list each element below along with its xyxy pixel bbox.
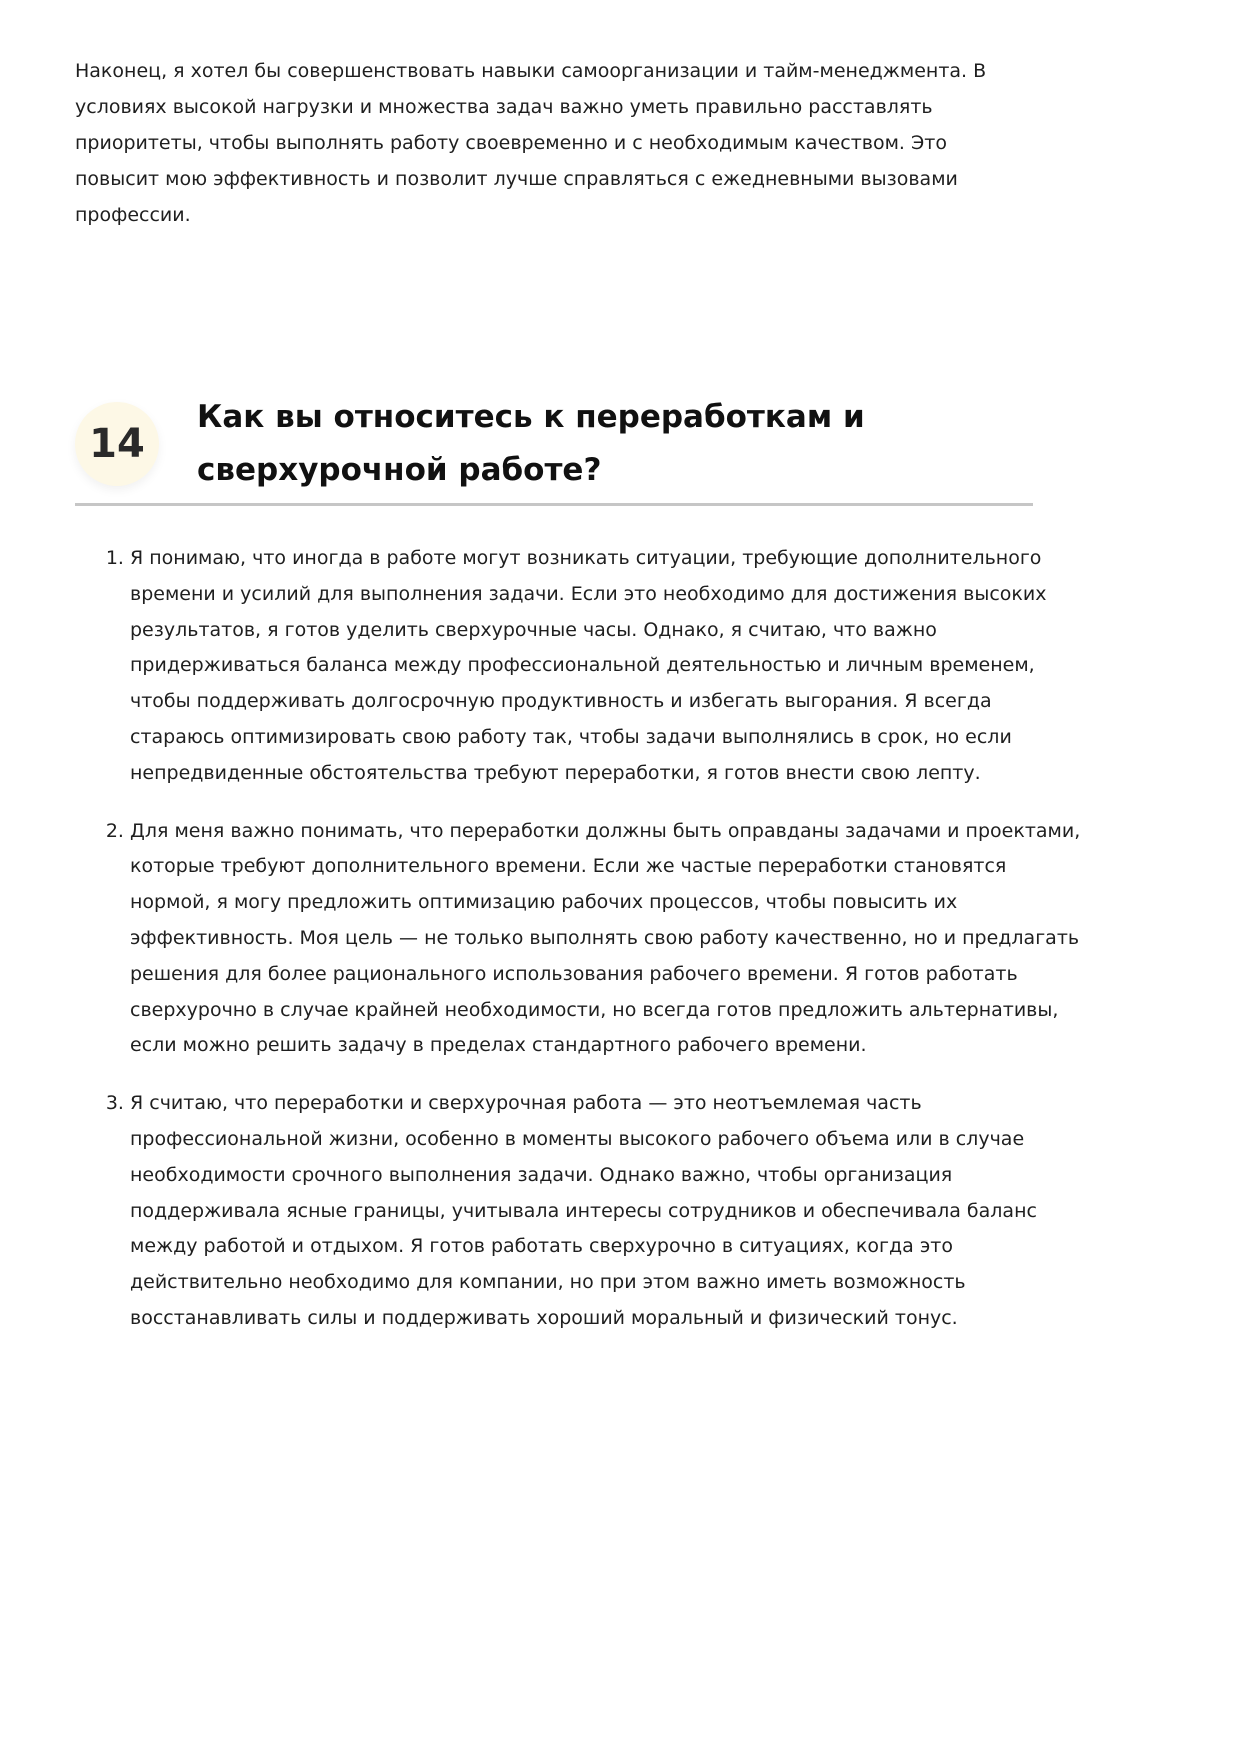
answer-item: 1. Я понимаю, что иногда в работе могут возникать ситуации, требующие дополнительного времени и усилий для выполнения задачи. Если это необходимо для достижения высоких результатов, я готов уделить сверхурочные часы. Однако, я считаю, что важно придерживаться баланса между профессиональной деятельностью и личным временем, чтобы поддерживать долгосрочную продуктивность и избегать выгорания. Я всегда стараюсь оптимизировать свою работу так, чтобы задачи выполнялись в срок, но если непредвиденные обстоятельства требуют переработки, я готов внести свою лепту. (130, 541, 1088, 792)
question-title: Как вы относитесь к переработкам и сверхурочной работе? (197, 399, 865, 488)
answer-item: 2. Для меня важно понимать, что переработки должны быть оправданы задачами и проектами, которые требуют дополнительного времени. Если же частые переработки становятся нормой, я могу предложить оптимизацию рабочих процессов, чтобы повысить их эффективность. Моя цель — не только выполнять свою работу качественно, но и предлагать решения для более рационального использования рабочего времени. Я готов работать сверхурочно в случае крайней необходимости, но всегда готов предложить альтернативы, если можно решить задачу в пределах стандартного рабочего времени. (130, 814, 1088, 1065)
question-number-badge: 14 (75, 402, 159, 486)
answer-list (75, 541, 1088, 1359)
question-header (75, 385, 1033, 506)
answer-item: 3. Я считаю, что переработки и сверхурочная работа — это неотъемлемая часть профессиональной жизни, особенно в моменты высокого рабочего объема или в случае необходимости срочного выполнения задачи. Однако важно, чтобы организация поддерживала ясные границы, учитывала интересы сотрудников и обеспечивала баланс между работой и отдыхом. Я готов работать сверхурочно в ситуациях, когда это действительно необходимо для компании, но при этом важно иметь возможность восстанавливать силы и поддерживать хороший моральный и физический тонус. (130, 1086, 1088, 1337)
intro-paragraph: Наконец, я хотел бы совершенствовать навыки самоорганизации и тайм-менеджмента. В условиях высокой нагрузки и множества задач важно уметь правильно расставлять приоритеты, чтобы выполнять работу своевременно и с необходимым качеством. Это повысит мою эффективность и позволит лучше справляться с ежедневными вызовами профессии. (75, 60, 987, 226)
